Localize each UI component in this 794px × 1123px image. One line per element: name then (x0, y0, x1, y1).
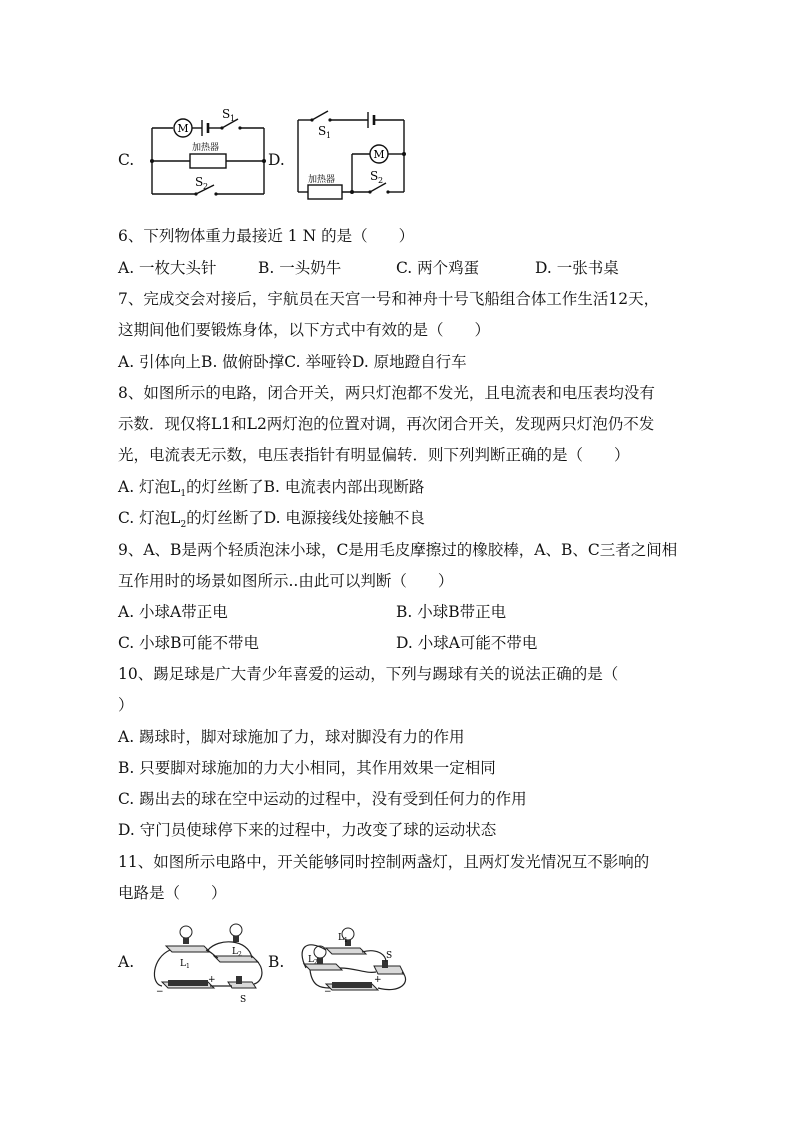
q9-option-d: D. 小球A可能不带电 (396, 634, 538, 652)
battery-minus: − (324, 987, 332, 997)
svg-text:1: 1 (186, 963, 190, 970)
lamp-l2-label: L (232, 947, 238, 957)
battery-minus: − (156, 987, 164, 997)
lamp-l2-label: L (308, 955, 314, 965)
question-10-stem-line-1: 10、踢足球是广大青少年喜爱的运动，下列与踢球有关的说法正确的是（ (118, 665, 619, 683)
motor-symbol: M (373, 148, 385, 161)
q11-option-a-label: A. (118, 953, 135, 971)
q9-option-b: B. 小球B带正电 (396, 603, 507, 621)
question-7-stem-line-1: 7、完成交会对接后，宇航员在天宫一号和神舟十号飞船组合体工作生活12天， (118, 290, 660, 308)
svg-text:1: 1 (344, 937, 348, 944)
q11-option-b-label: B. (268, 953, 285, 971)
q6-option-c: C. 两个鸡蛋 (396, 259, 480, 277)
q10-option-c: C. 踢出去的球在空中运动的过程中，没有受到任何力的作用 (118, 790, 527, 808)
battery-plus: + (208, 975, 216, 985)
lamp-l1-label: L (338, 933, 344, 943)
question-9-stem-line-1: 9、A、B是两个轻质泡沫小球，C是用毛皮摩擦过的橡胶棒，A、B、C三者之间相 (118, 541, 678, 559)
switch-s2-label: S (370, 169, 379, 183)
svg-text:2: 2 (238, 951, 242, 958)
question-9-stem-line-2: 互作用时的场景如图所示..由此可以判断（ ） (118, 572, 454, 590)
option-d-label: D. (268, 151, 285, 169)
switch-s-label: S (240, 995, 247, 1005)
q8-options-cd: C. 灯泡$L_2$的灯丝断了D. 电源接线处接触不良 (118, 509, 425, 531)
q10-option-b: B. 只要脚对球施加的力大小相同，其作用效果一定相同 (118, 759, 496, 777)
q10-option-a: A. 踢球时，脚对球施加了力，球对脚没有力的作用 (118, 728, 465, 746)
heater-label: 加热器 (308, 175, 336, 185)
question-7-stem-line-2: 这期间他们要锻炼身体，以下方式中有效的是（ ） (118, 321, 491, 339)
switch-s1-label: S (222, 107, 231, 121)
question-8-stem-line-2: 示数．现仅将L1和L2两灯泡的位置对调，再次闭合开关，发现两只灯泡仍不发 (118, 415, 655, 433)
question-11-stem-line-2: 电路是（ ） (118, 884, 227, 902)
q6-option-d: D. 一张书桌 (535, 259, 619, 277)
svg-text:1: 1 (230, 114, 236, 123)
q9-option-c: C. 小球B可能不带电 (118, 634, 260, 652)
svg-text:2: 2 (203, 182, 209, 191)
circuit-photo-b (296, 918, 414, 1002)
question-10-stem-line-2: ） (118, 696, 134, 714)
question-6-stem: 6、下列物体重力最接近 1 N 的是（ ） (118, 227, 415, 245)
q7-options: A. 引体向上B. 做俯卧撑C. 举哑铃D. 原地蹬自行车 (118, 353, 467, 371)
q10-option-d: D. 守门员使球停下来的过程中，力改变了球的运动状态 (118, 821, 497, 839)
question-11-stem-line-1: 11、如图所示电路中，开关能够同时控制两盏灯，且两灯发光情况互不影响的 (118, 853, 650, 871)
svg-text:2: 2 (378, 176, 384, 185)
switch-s1-label: S (318, 124, 327, 138)
heater-label: 加热器 (192, 143, 220, 153)
q8-options-ab: A. 灯泡$L_1$的灯丝断了B. 电流表内部出现断路 (118, 478, 425, 500)
q6-option-b: B. 一头奶牛 (258, 259, 342, 277)
svg-text:2: 2 (314, 959, 318, 966)
switch-s-label: S (386, 951, 393, 961)
switch-s2-label: S (195, 175, 204, 189)
question-8-stem-line-1: 8、如图所示的电路，闭合开关，两只灯泡都不发光，且电流表和电压表均没有 (118, 384, 655, 402)
battery-plus: + (374, 975, 382, 985)
svg-text:1: 1 (326, 131, 332, 140)
circuit-diagram-d (292, 104, 412, 200)
option-c-label: C. (118, 151, 135, 169)
lamp-l1-label: L (180, 959, 186, 969)
q6-option-a: A. 一枚大头针 (118, 259, 217, 277)
question-8-stem-line-3: 光，电流表无示数，电压表指针有明显偏转．则下列判断正确的是（ ） (118, 446, 630, 464)
q9-option-a: A. 小球A带正电 (118, 603, 228, 621)
circuit-photo-a (148, 918, 266, 1010)
circuit-diagram-c (140, 106, 270, 201)
motor-symbol: M (177, 122, 189, 135)
